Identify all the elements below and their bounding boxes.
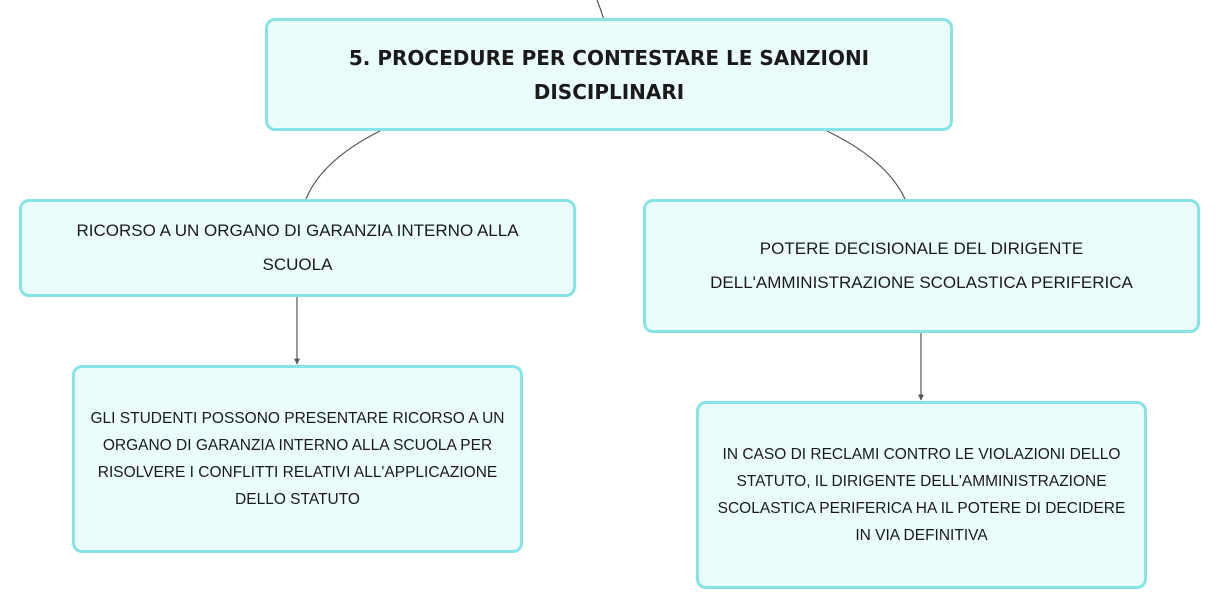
connector-root-to-right-branch xyxy=(827,131,905,199)
branch-node-potere-decisionale[interactable] xyxy=(643,199,1200,333)
branch-node-potere-decisionale-label: POTERE DECISIONALE DEL DIRIGENTE DELL'AMMINISTRAZIONE SCOLASTICA PERIFERICA xyxy=(710,239,1133,292)
connector-incoming-root xyxy=(597,0,604,20)
branch-node-ricorso[interactable] xyxy=(19,199,576,297)
connector-root-to-left-branch xyxy=(306,131,380,199)
branch-node-ricorso-label: RICORSO A UN ORGANO DI GARANZIA INTERNO ALLA SCUOLA xyxy=(76,221,519,274)
leaf-node-potere-detail-text: IN CASO DI RECLAMI CONTRO LE VIOLAZIONI DELLO STATUTO, IL DIRIGENTE DELL'AMMINISTRAZIONE SCOLASTICA PERIFERICA HA IL POTERE DI DECIDERE IN VIA DEFINITIVA xyxy=(717,446,1126,544)
leaf-node-potere-detail[interactable] xyxy=(696,401,1147,589)
root-node[interactable] xyxy=(265,18,953,131)
leaf-node-ricorso-detail[interactable] xyxy=(72,365,523,553)
leaf-node-ricorso-detail-text: GLI STUDENTI POSSONO PRESENTARE RICORSO A UN ORGANO DI GARANZIA INTERNO ALLA SCUOLA PER RISOLVERE I CONFLITTI RELATIVI ALL'APPLICAZIONE DELLO STATUTO xyxy=(90,410,505,508)
root-node-label: 5. PROCEDURE PER CONTESTARE LE SANZIONI DISCIPLINARI xyxy=(348,45,870,104)
